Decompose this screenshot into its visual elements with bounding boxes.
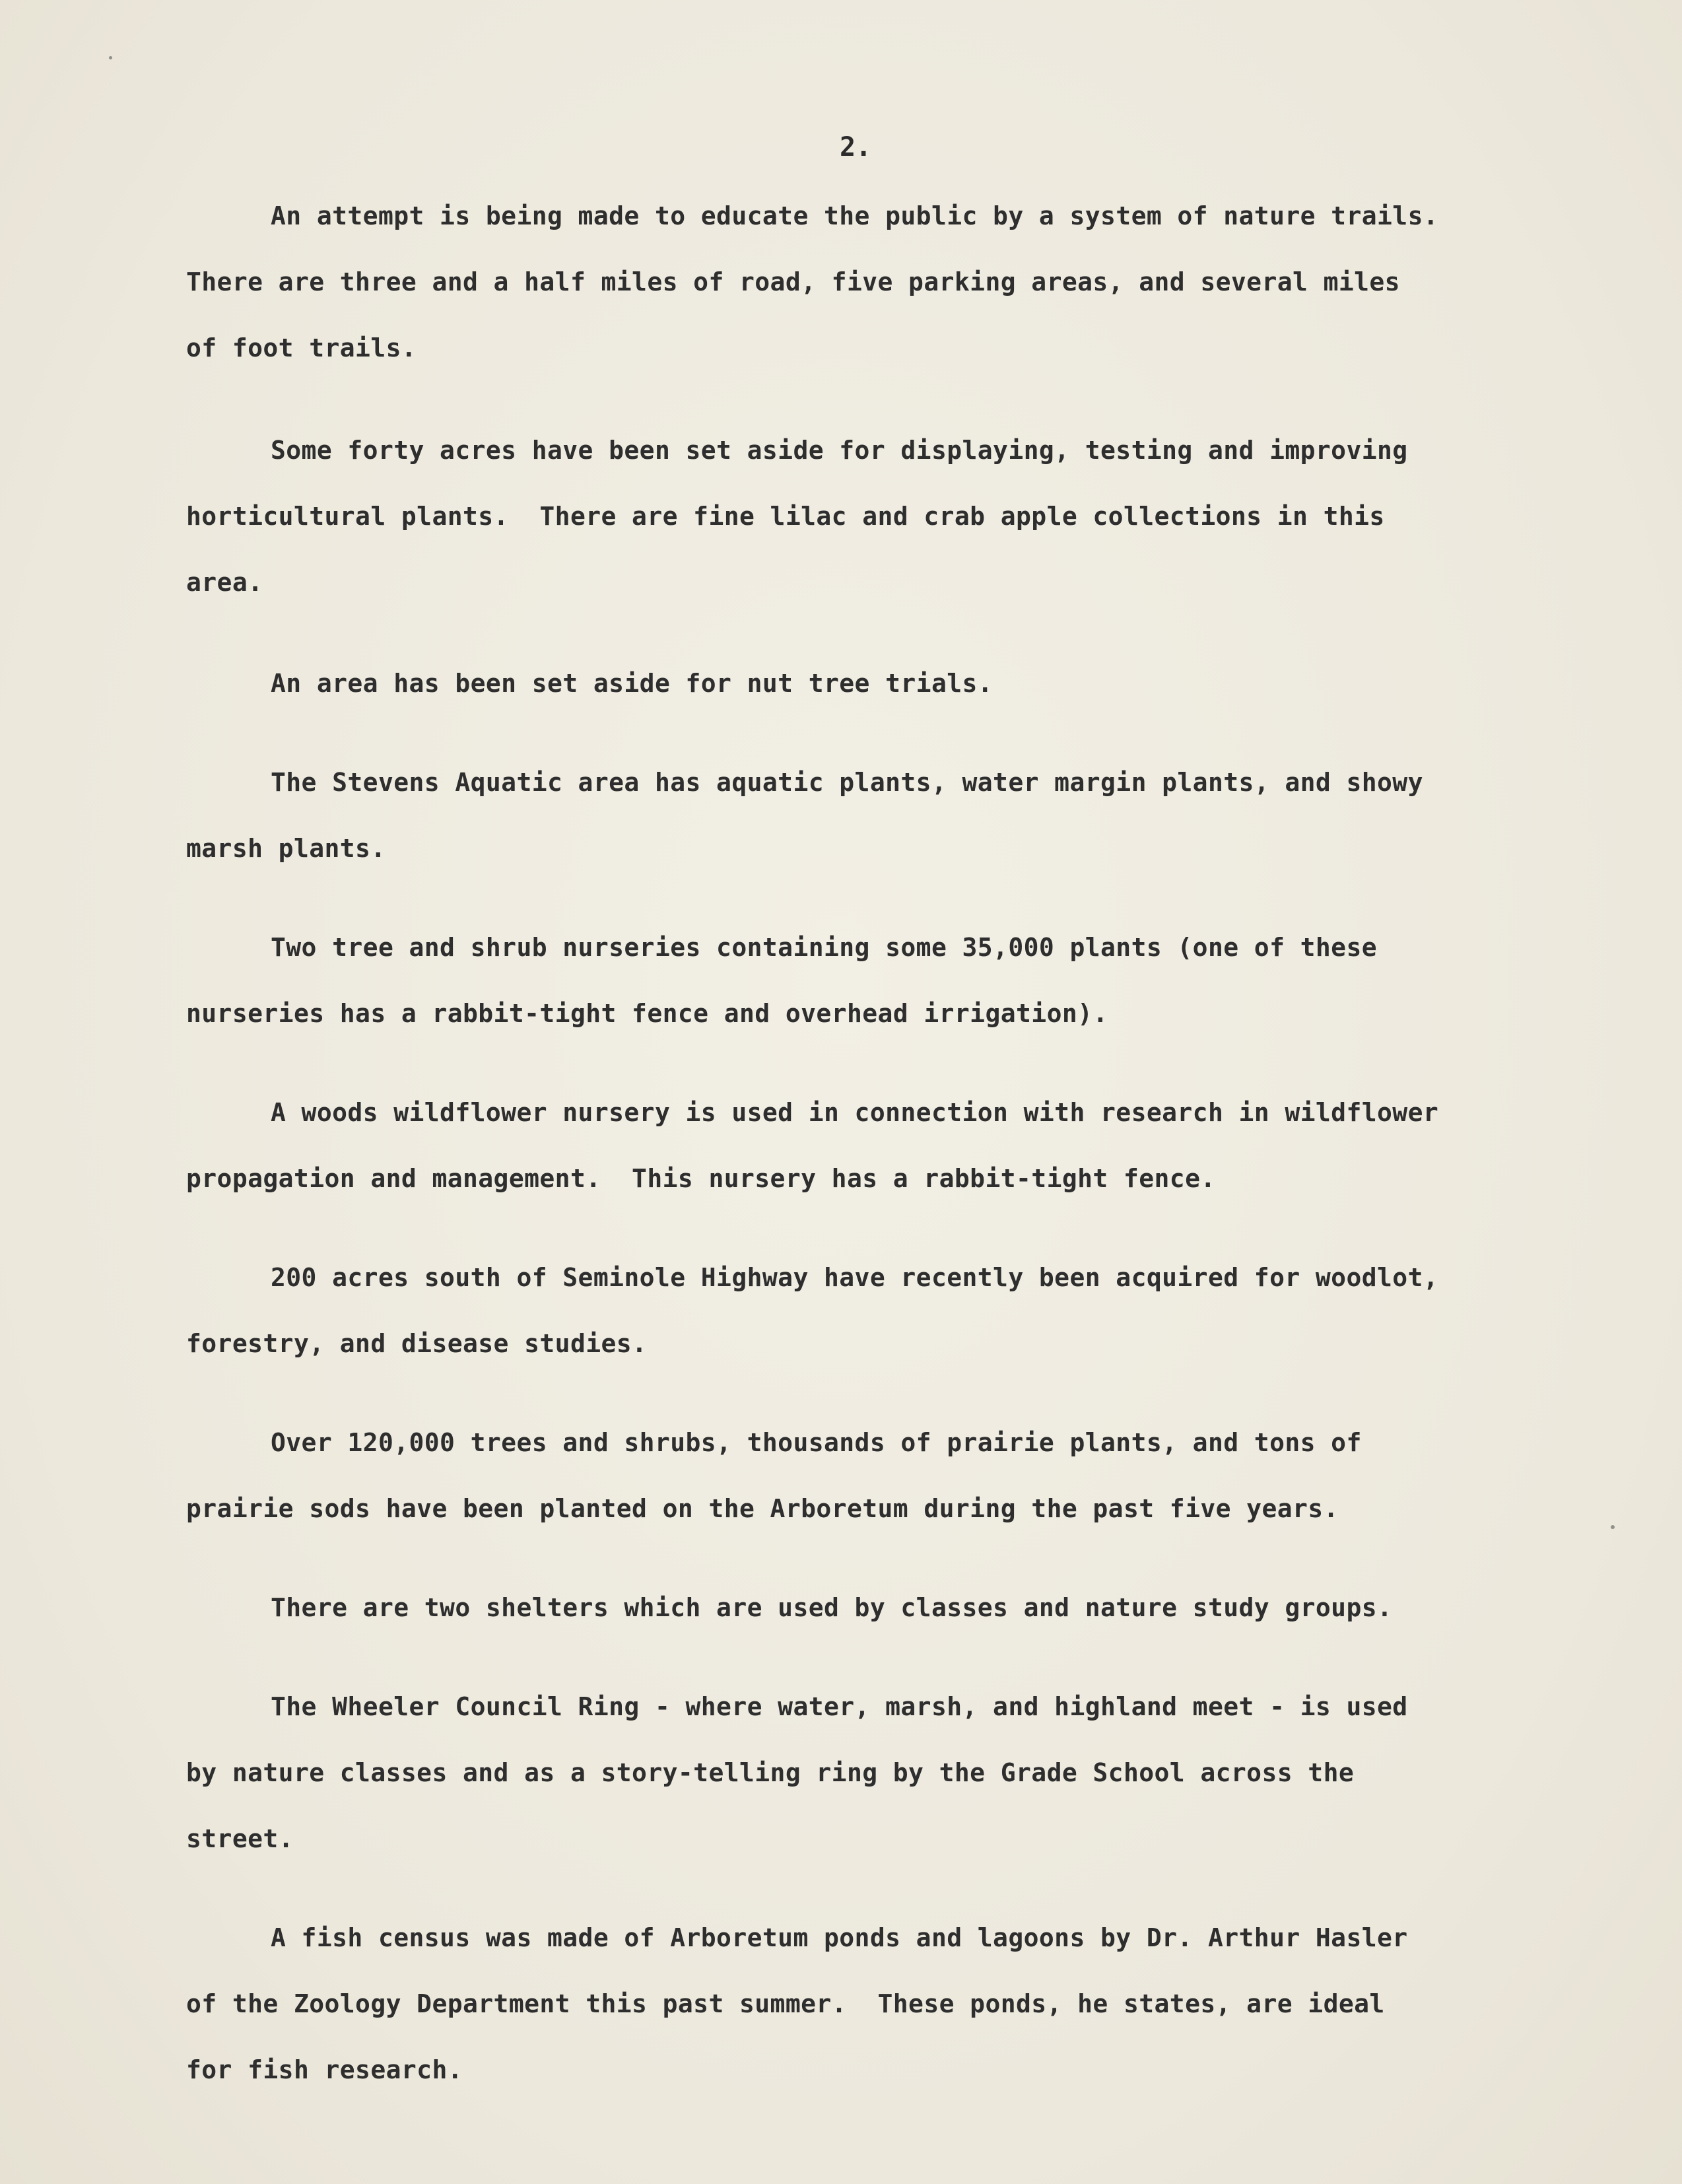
paragraph-7-line-2: forestry, and disease studies. [186, 1329, 648, 1358]
paragraph-2-line-1: Some forty acres have been set aside for displaying, testing and improving [271, 436, 1408, 465]
paragraph-10-line-3: street. [186, 1824, 294, 1853]
paragraph-11-line-3: for fish research. [186, 2055, 463, 2084]
paragraph-1-line-1: An attempt is being made to educate the public by a system of nature trails. [271, 201, 1439, 230]
paragraph-11-line-2: of the Zoology Department this past summer. These ponds, he states, are ideal [186, 1989, 1385, 2018]
paragraph-7-line-1: 200 acres south of Seminole Highway have recently been acquired for woodlot, [271, 1263, 1439, 1292]
paragraph-8-line-2: prairie sods have been planted on the Arboretum during the past five years. [186, 1494, 1339, 1523]
page-number: 2. [840, 132, 872, 162]
paragraph-3-line-1: An area has been set aside for nut tree trials. [271, 669, 993, 698]
paragraph-6-line-1: A woods wildflower nursery is used in connection with research in wildflower [271, 1098, 1439, 1127]
paragraph-1-line-2: There are three and a half miles of road, five parking areas, and several miles [186, 267, 1400, 296]
paragraph-11-line-1: A fish census was made of Arboretum ponds and lagoons by Dr. Arthur Hasler [271, 1923, 1408, 1952]
paragraph-4-line-2: marsh plants. [186, 834, 386, 863]
paragraph-5-line-2: nurseries has a rabbit-tight fence and overhead irrigation). [186, 999, 1108, 1028]
paragraph-4-line-1: The Stevens Aquatic area has aquatic plants, water margin plants, and showy [271, 768, 1423, 797]
paper-speck [1611, 1525, 1615, 1529]
paragraph-5-line-1: Two tree and shrub nurseries containing some 35,000 plants (one of these [271, 933, 1378, 962]
paragraph-9-line-1: There are two shelters which are used by classes and nature study groups. [271, 1593, 1393, 1622]
paragraph-6-line-2: propagation and management. This nursery has a rabbit-tight fence. [186, 1164, 1216, 1193]
paragraph-10-line-1: The Wheeler Council Ring - where water, marsh, and highland meet - is used [271, 1692, 1408, 1721]
paragraph-1-line-3: of foot trails. [186, 333, 417, 362]
paragraph-2-line-3: area. [186, 568, 263, 597]
paragraph-2-line-2: horticultural plants. There are fine lilac and crab apple collections in this [186, 502, 1385, 531]
paper-speck [109, 56, 112, 59]
paragraph-10-line-2: by nature classes and as a story-telling ring by the Grade School across the [186, 1758, 1355, 1787]
paragraph-8-line-1: Over 120,000 trees and shrubs, thousands of prairie plants, and tons of [271, 1428, 1362, 1457]
